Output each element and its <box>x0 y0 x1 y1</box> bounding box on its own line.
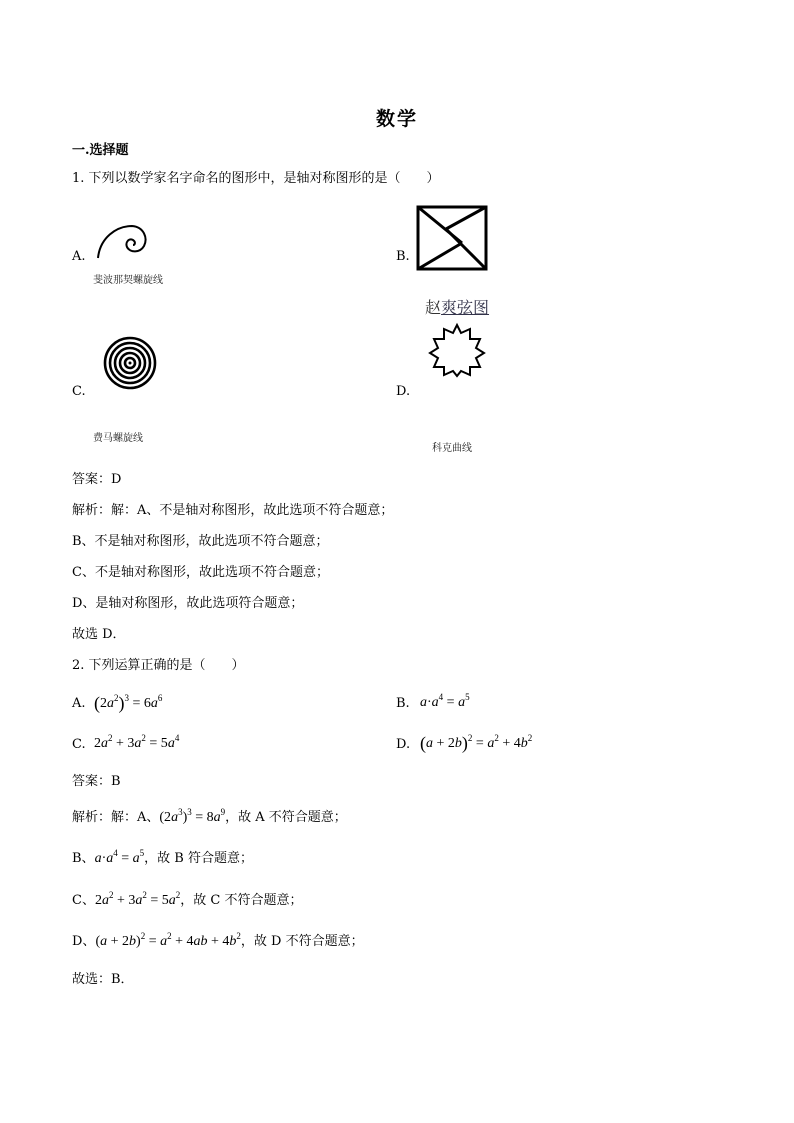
q1-option-c-letter: C. <box>72 384 86 399</box>
question-1-stem: 1. 下列以数学家名字命名的图形中，是轴对称图形的是（ ） <box>72 171 440 186</box>
q1-analysis-line: 解析：解：A、不是轴对称图形，故此选项不符合题意； <box>72 503 394 518</box>
q2-analysis-line-d <box>72 933 364 951</box>
q2-analysis-label-c: C、 <box>72 893 95 908</box>
page-title: 数学 <box>376 108 419 130</box>
q1-analysis-line: D、是轴对称图形，故此选项符合题意； <box>72 596 304 611</box>
q2-analysis-line-a <box>72 809 347 827</box>
q1-option-d-caption: 科克曲线 <box>432 443 472 454</box>
q2-option-b-letter: B. <box>396 696 410 711</box>
q2-analysis-label-d: D、 <box>72 934 96 949</box>
q1-analysis-line: C、不是轴对称图形，故此选项不符合题意； <box>72 565 329 580</box>
fermat-spiral-icon <box>102 336 158 390</box>
q1-option-a-letter: A. <box>72 249 86 264</box>
q2-analysis-line-b <box>72 850 253 868</box>
q2-option-d-letter: D. <box>396 737 411 752</box>
q2-option-c-formula: $2a^2 + 3a^2 = 5a^4$ <box>94 733 180 751</box>
q2-analysis-formula-a: $(2a^3)^3 = 8a^9$ <box>159 807 226 825</box>
q1-option-d-letter: D. <box>396 384 411 399</box>
q2-analysis-suffix-c: ，故 C 不符合题意； <box>180 893 303 908</box>
q2-option-b-formula: $a\cdot a^4 = a^5$ <box>420 692 470 710</box>
q2-answer: 答案：B <box>72 774 121 789</box>
q1-option-b-caption <box>425 295 489 318</box>
q1-option-b-letter: B. <box>396 249 410 264</box>
q1-option-c-caption: 费马螺旋线 <box>93 433 143 444</box>
q2-conclusion: 故选：B． <box>72 972 134 987</box>
question-2-stem: 2. 下列运算正确的是（ ） <box>72 658 245 673</box>
q2-analysis-label-b: B、 <box>72 851 95 866</box>
q1-answer: 答案：D <box>72 472 122 487</box>
q2-analysis-suffix-a: ，故 A 不符合题意； <box>225 810 347 825</box>
zhao-shuang-diagram-icon <box>416 205 488 271</box>
koch-snowflake-icon <box>426 322 488 378</box>
q2-analysis-prefix: 解析：解：A、 <box>72 810 160 825</box>
q2-analysis-line-c <box>72 892 302 910</box>
q2-analysis-suffix-b: ，故 B 符合题意； <box>144 851 253 866</box>
q2-option-a-formula: $(2a^2)^3 = 6a^6$ <box>94 693 163 713</box>
q2-analysis-formula-c: $2a^2 + 3a^2 = 5a^2$ <box>94 890 181 908</box>
q2-analysis-formula-b: $a\cdot a^4 = a^5$ <box>94 848 145 866</box>
q2-analysis-suffix-d: ，故 D 不符合题意； <box>240 934 364 949</box>
q1-analysis-line: 故选 D． <box>72 627 126 642</box>
q2-option-a-letter: A. <box>72 696 86 711</box>
q1-analysis-line: B、不是轴对称图形，故此选项不符合题意； <box>72 534 329 549</box>
q2-option-d-formula: $(a + 2b)^2 = a^2 + 4b^2$ <box>420 733 533 753</box>
q1-option-a-caption: 斐波那契螺旋线 <box>93 275 163 286</box>
q1-option-b-caption-part2: 爽弦图 <box>441 298 490 317</box>
fibonacci-spiral-icon <box>94 222 150 260</box>
q1-option-b-caption-part1: 赵 <box>425 298 442 317</box>
q2-option-c-letter: C. <box>72 737 86 752</box>
section-heading: 一.选择题 <box>72 143 129 158</box>
q2-analysis-formula-d: $(a + 2b)^2 = a^2 + 4ab + 4b^2$ <box>95 931 241 949</box>
